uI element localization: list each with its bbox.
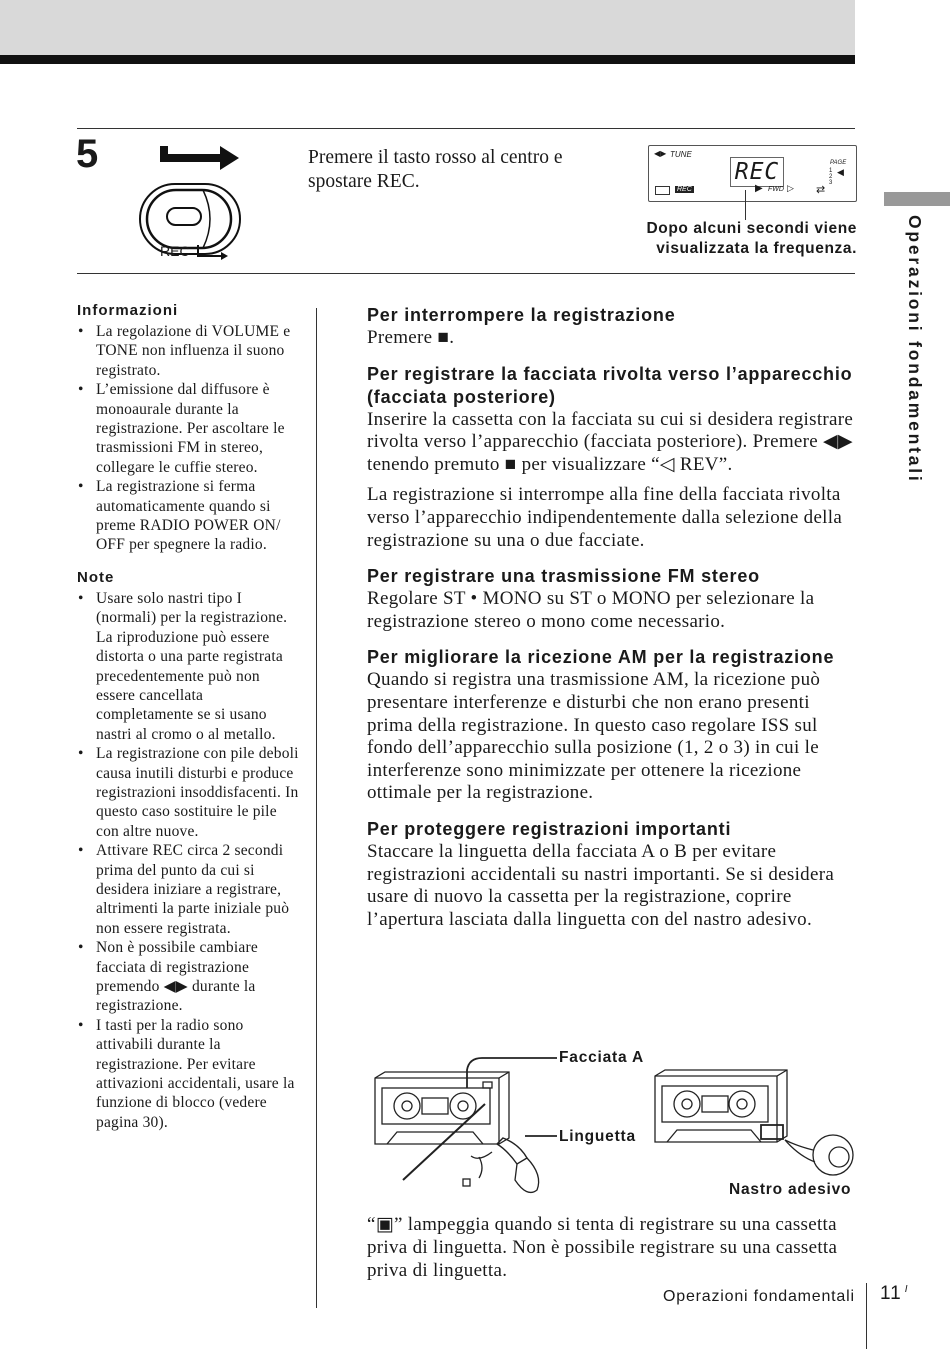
footer-section-name: Operazioni fondamentali bbox=[663, 1288, 855, 1305]
note-item: • I tasti per la radio sono attivabili durante la registrazione. Per evitare attivazioni accidentali, usare la funzione di blocco (vedere pagina 30). bbox=[77, 1016, 299, 1132]
info-heading: Informazioni bbox=[77, 302, 179, 319]
side-section-label: Operazioni fondamentali bbox=[905, 215, 925, 484]
note-item: • Attivare REC circa 2 secondi prima del punto da cui si desidera iniziare a registrare, altrimenti la parte iniziale può non essere registrata. bbox=[77, 841, 299, 938]
section-heading: Per interrompere la registrazione bbox=[367, 305, 676, 325]
page-number-icon: 1 2 3 bbox=[829, 168, 833, 186]
rec-button-label: REC bbox=[160, 243, 190, 259]
page-suffix: I bbox=[904, 1283, 909, 1295]
left-column bbox=[77, 302, 299, 1146]
section-heading: Per proteggere registrazioni importanti bbox=[367, 818, 732, 839]
label-tape: Nastro adesivo bbox=[729, 1181, 852, 1198]
section-text: Staccare la linguetta della facciata A o B per evitare registrazioni accidentali su nastri importanti. Se si desidera usare di nuovo la cassetta per la registrazione, coprire l’apertura lasciata dalla linguetta con del nastro adesivo. bbox=[367, 840, 835, 930]
cassette-icon bbox=[655, 186, 670, 195]
lcd-display bbox=[648, 145, 857, 202]
note-item: • Non è possibile cambiare facciata di registrazione premendo ◀▶ durante la registrazione. bbox=[77, 938, 299, 1016]
header-rule bbox=[0, 55, 855, 64]
lcd-tune-label: TUNE bbox=[670, 150, 692, 159]
section-heading: Per registrare la facciata rivolta verso l’apparecchio (facciata posteriore) bbox=[367, 363, 853, 407]
header-band bbox=[0, 0, 855, 55]
column-divider bbox=[316, 308, 317, 1308]
info-item: • La registrazione si ferma automaticamente quando si preme RADIO POWER ON/ OFF per spegnere la radio. bbox=[77, 477, 299, 555]
info-item: • La regolazione di VOLUME e TONE non influenza il suono registrato. bbox=[77, 322, 299, 380]
section-text: Premere ■. bbox=[367, 327, 455, 348]
label-tab: Linguetta bbox=[559, 1128, 636, 1145]
forward-arrow-icon: ▷ bbox=[787, 183, 794, 193]
step-instruction: Premere il tasto rosso al centro e spostare REC. bbox=[308, 147, 563, 192]
step-bottom-rule bbox=[77, 273, 855, 274]
notes-heading: Note bbox=[77, 568, 115, 586]
display-caption: Dopo alcuni secondi viene visualizzata la frequenza. bbox=[646, 220, 857, 257]
rec-switch-illustration bbox=[135, 140, 250, 265]
step-top-rule bbox=[77, 128, 855, 129]
lcd-page-label: PAGE bbox=[830, 160, 847, 166]
label-side-a: Facciata A bbox=[559, 1049, 644, 1066]
step-number: 5 bbox=[76, 132, 99, 176]
section-heading: Per migliorare la ricezione AM per la registrazione bbox=[367, 647, 835, 668]
info-list bbox=[77, 322, 299, 555]
section-text: La registrazione si interrompe alla fine della facciata rivolta verso l’apparecchio indipendentemente dalla selezione della registrazione su una o due facciate. bbox=[367, 484, 843, 551]
footer-rule bbox=[866, 1283, 867, 1349]
note-item: • Usare solo nastri tipo I (normali) per la registrazione. La riproduzione può essere distorta o una parte registrata precedentemente può non essere cancellata completamente se si usano nastri al cromo o al metallo. bbox=[77, 589, 299, 744]
section-text: Regolare ST • MONO su ST o MONO per selezionare la registrazione stereo o mono come necessario. bbox=[367, 588, 815, 632]
note-item: • La registrazione con pile deboli causa inutili disturbi e produce registrazioni insoddisfacenti. In questo caso sostituire le pile con altre nuove. bbox=[77, 744, 299, 841]
tune-icon: ◀▶ bbox=[654, 149, 667, 158]
right-column bbox=[367, 304, 855, 931]
page-number bbox=[880, 1283, 909, 1305]
lcd-fwd-label: FWD bbox=[768, 186, 784, 193]
section-heading: Per registrare una trasmissione FM stereo bbox=[367, 566, 760, 587]
notes-list bbox=[77, 589, 299, 1132]
repeat-icon: ⇄ bbox=[816, 184, 826, 196]
section-tab bbox=[884, 192, 950, 206]
lcd-rec-indicator: REC bbox=[677, 186, 692, 193]
tab-warning-text: “▣” lampeggia quando si tenta di registrare su una cassetta priva di linguetta. Non è possibile registrare su una cassetta priva di linguetta. bbox=[367, 1214, 838, 1281]
info-item: • L’emissione dal diffusore è monoaurale durante la registrazione. Per ascoltare le trasmissioni FM in stereo, collegare le cuffie stereo. bbox=[77, 380, 299, 477]
section-text: Quando si registra una trasmissione AM, la ricezione può presentare interferenze e disturbi che non erano presenti prima della registrazione. In questo caso regolare ISS sul fondo dell’apparecchio sulla posizione (1, 2 o 3) in cui le interferenze sono minimizzate per ottenere la ricezione ottimale per la registrazione. bbox=[367, 669, 821, 804]
play-icon: ▶ bbox=[755, 183, 763, 194]
page-arrow-icon: ◀ bbox=[837, 167, 844, 177]
cassette-figure bbox=[367, 1040, 857, 1210]
section-text: Inserire la cassetta con la facciata su cui si desidera registrare rivolta verso l’apparecchio (facciata posteriore). Premere ◀▶ tenendo premuto ■ per visualizzare “◁ REV”. bbox=[367, 408, 854, 475]
display-caption-leader bbox=[745, 190, 746, 220]
page-number-value: 11 bbox=[880, 1283, 902, 1304]
lcd-rec-text: REC bbox=[730, 157, 784, 187]
